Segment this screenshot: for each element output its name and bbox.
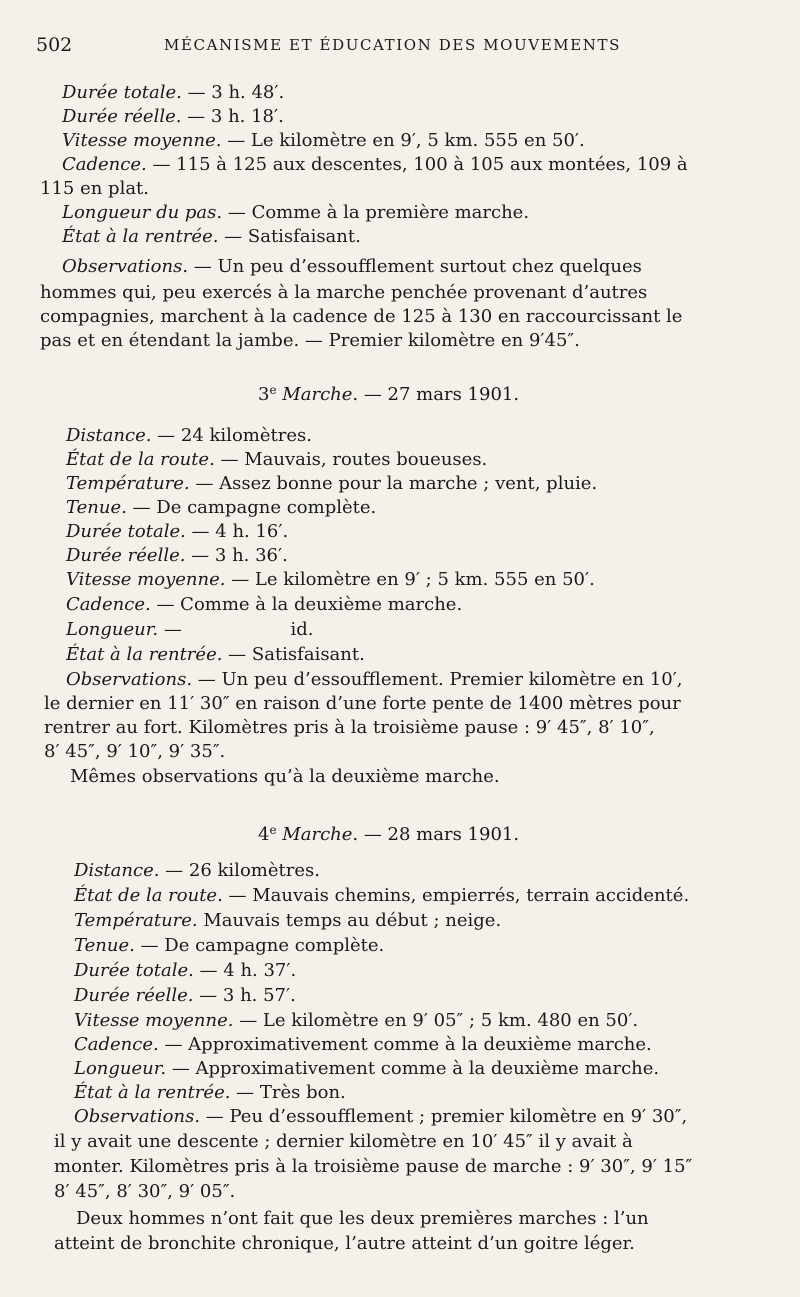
m3-cadence-value: — Comme à la deuxième marche.: [150, 594, 463, 615]
m4-etat-value: — Très bon.: [230, 1082, 346, 1103]
m4-observations-label: Observations.: [74, 1106, 201, 1127]
m4-duree-reelle-label: Durée réelle.: [74, 985, 194, 1006]
m3-vitesse-label: Vitesse moyenne.: [66, 569, 226, 590]
longueur-value: — Comme à la première marche.: [222, 202, 530, 223]
m4-etat-route-line: [74, 885, 689, 907]
m4-distance-value: — 26 kilomètres.: [159, 860, 320, 881]
march3-sup: e: [269, 383, 277, 397]
m4-observations-line: [74, 1106, 687, 1128]
etat-value: — Satisfaisant.: [218, 226, 361, 247]
m4-longueur-label: Longueur.: [74, 1058, 167, 1079]
m3-observations-label: Observations.: [66, 669, 193, 690]
march4-sup: e: [269, 823, 277, 837]
m3-duree-totale-value: — 4 h. 16′.: [185, 521, 289, 542]
m3-vitesse-line: [66, 569, 595, 591]
m4-duree-totale-value: — 4 h. 37′.: [193, 960, 297, 981]
longueur-line: [62, 202, 529, 224]
m3-temperature-line: [66, 473, 597, 495]
march3-num: 3: [258, 384, 270, 405]
m4-observations-value: — Peu d’essoufflement ; premier kilomètre en 9′ 30″,: [200, 1106, 688, 1127]
m4-vitesse-line: [74, 1010, 638, 1032]
m3-temperature-label: Température.: [66, 473, 190, 494]
m3-observations-line-3: rentrer au fort. Kilomètres pris à la troisième pause : 9′ 45″, 8′ 10″,: [44, 717, 655, 738]
m3-observations-line-4: 8′ 45″, 9′ 10″, 9′ 35″.: [44, 741, 226, 762]
m3-cadence-label: Cadence.: [66, 594, 151, 615]
m4-duree-totale-line: [74, 960, 296, 982]
m4-etat-route-label: État de la route.: [74, 885, 223, 906]
m3-etat-label: État à la rentrée.: [66, 644, 223, 665]
observations-line: [62, 256, 642, 278]
running-head: [36, 34, 766, 58]
m4-tenue-line: [74, 935, 384, 957]
m3-tenue-line: [66, 497, 376, 519]
march3-title: Marche: [282, 384, 353, 405]
m3-distance-value: — 24 kilomètres.: [151, 425, 312, 446]
cadence-value: — 115 à 125 aux descentes, 100 à 105 aux montées, 109 à: [146, 154, 688, 175]
m4-duree-reelle-value: — 3 h. 57′.: [193, 985, 296, 1006]
observations-value: — Un peu d’essoufflement surtout chez quelques: [188, 256, 642, 277]
m3-etat-route-line: [66, 449, 487, 471]
m3-duree-reelle-label: Durée réelle.: [66, 545, 186, 566]
m3-observations-value: — Un peu d’essoufflement. Premier kilomètre en 10′,: [192, 669, 683, 690]
final-paragraph-line-1: Deux hommes n’ont fait que les deux premières marches : l’un: [76, 1208, 649, 1229]
m4-duree-reelle-line: [74, 985, 296, 1007]
m4-vitesse-label: Vitesse moyenne.: [74, 1010, 234, 1031]
duree-totale-label: Durée totale.: [62, 82, 182, 103]
m4-temperature-label: Température.: [74, 910, 198, 931]
m3-memes-observations: Mêmes observations qu’à la deuxième marche.: [70, 766, 500, 787]
m3-cadence-line: [66, 594, 462, 616]
etat-label: État à la rentrée.: [62, 226, 219, 247]
m4-longueur-line: [74, 1058, 659, 1080]
m3-observations-line: [66, 669, 683, 691]
m3-tenue-value: — De campagne complète.: [126, 497, 377, 518]
m4-temperature-value: Mauvais temps au début ; neige.: [197, 910, 502, 931]
m3-tenue-label: Tenue.: [66, 497, 127, 518]
m4-vitesse-value: — Le kilomètre en 9′ 05″ ; 5 km. 480 en 50′.: [233, 1010, 639, 1031]
running-title: MÉCANISME ET ÉDUCATION DES MOUVEMENTS: [164, 36, 621, 54]
m4-distance-label: Distance.: [74, 860, 160, 881]
m3-longueur-label: Longueur.: [66, 619, 159, 640]
duree-reelle-label: Durée réelle.: [62, 106, 182, 127]
page-number: 502: [36, 34, 73, 56]
duree-reelle-line: [62, 106, 284, 128]
march3-date: . — 27 mars 1901.: [352, 384, 520, 405]
m3-temperature-value: — Assez bonne pour la marche ; vent, pluie.: [189, 473, 598, 494]
march4-title: Marche: [282, 824, 353, 845]
m3-duree-totale-line: [66, 521, 288, 543]
cadence-line-cont: 115 en plat.: [40, 178, 150, 199]
m3-distance-line: [66, 425, 312, 447]
march4-num: 4: [258, 824, 270, 845]
observations-line-3: compagnies, marchent à la cadence de 125 à 130 en raccourcissant le: [40, 306, 683, 327]
m3-duree-totale-label: Durée totale.: [66, 521, 186, 542]
m4-observations-line-4: 8′ 45″, 8′ 30″, 9′ 05″.: [54, 1181, 236, 1202]
m3-longueur-line: [66, 619, 314, 641]
longueur-label: Longueur du pas.: [62, 202, 223, 223]
m3-etat-route-value: — Mauvais, routes boueuses.: [214, 449, 488, 470]
m3-etat-line: [66, 644, 365, 666]
m4-temperature-line: [74, 910, 501, 932]
m4-etat-route-value: — Mauvais chemins, empierrés, terrain accidenté.: [222, 885, 690, 906]
m4-etat-line: [74, 1082, 346, 1104]
observations-label: Observations.: [62, 256, 189, 277]
duree-totale-value: — 3 h. 48′.: [181, 82, 285, 103]
duree-totale-line: [62, 82, 284, 104]
vitesse-value: — Le kilomètre en 9′, 5 km. 555 en 50′.: [221, 130, 585, 151]
m3-distance-label: Distance.: [66, 425, 152, 446]
m3-duree-reelle-line: [66, 545, 288, 567]
m3-vitesse-value: — Le kilomètre en 9′ ; 5 km. 555 en 50′.: [225, 569, 595, 590]
m3-duree-reelle-value: — 3 h. 36′.: [185, 545, 288, 566]
m3-observations-line-2: le dernier en 11′ 30″ en raison d’une forte pente de 1400 mètres pour: [44, 693, 681, 714]
etat-line: [62, 226, 361, 248]
m4-observations-line-2: il y avait une descente ; dernier kilomètre en 10′ 45″ il y avait à: [54, 1131, 633, 1152]
observations-line-2: hommes qui, peu exercés à la marche penchée provenant d’autres: [40, 282, 648, 303]
final-paragraph-line-2: atteint de bronchite chronique, l’autre atteint d’un goitre léger.: [54, 1233, 635, 1254]
m3-longueur-value: — id.: [158, 619, 314, 640]
cadence-line: [62, 154, 688, 176]
march4-date: . — 28 mars 1901.: [352, 824, 520, 845]
m4-duree-totale-label: Durée totale.: [74, 960, 194, 981]
m4-observations-line-3: monter. Kilomètres pris à la troisième pause de marche : 9′ 30″, 9′ 15″: [54, 1156, 693, 1177]
march4-heading: [258, 819, 519, 846]
m4-longueur-value: — Approximativement comme à la deuxième marche.: [166, 1058, 660, 1079]
duree-reelle-value: — 3 h. 18′.: [181, 106, 284, 127]
observations-line-4: pas et en étendant la jambe. — Premier kilomètre en 9′45″.: [40, 330, 580, 351]
m4-tenue-label: Tenue.: [74, 935, 135, 956]
vitesse-label: Vitesse moyenne.: [62, 130, 222, 151]
march3-heading: [258, 379, 519, 406]
m4-cadence-label: Cadence.: [74, 1034, 159, 1055]
cadence-label: Cadence.: [62, 154, 147, 175]
m4-etat-label: État à la rentrée.: [74, 1082, 231, 1103]
m3-etat-value: — Satisfaisant.: [222, 644, 365, 665]
m4-cadence-value: — Approximativement comme à la deuxième marche.: [158, 1034, 652, 1055]
m4-tenue-value: — De campagne complète.: [134, 935, 385, 956]
m4-cadence-line: [74, 1034, 652, 1056]
m4-distance-line: [74, 860, 320, 882]
m3-etat-route-label: État de la route.: [66, 449, 215, 470]
vitesse-line: [62, 130, 585, 152]
